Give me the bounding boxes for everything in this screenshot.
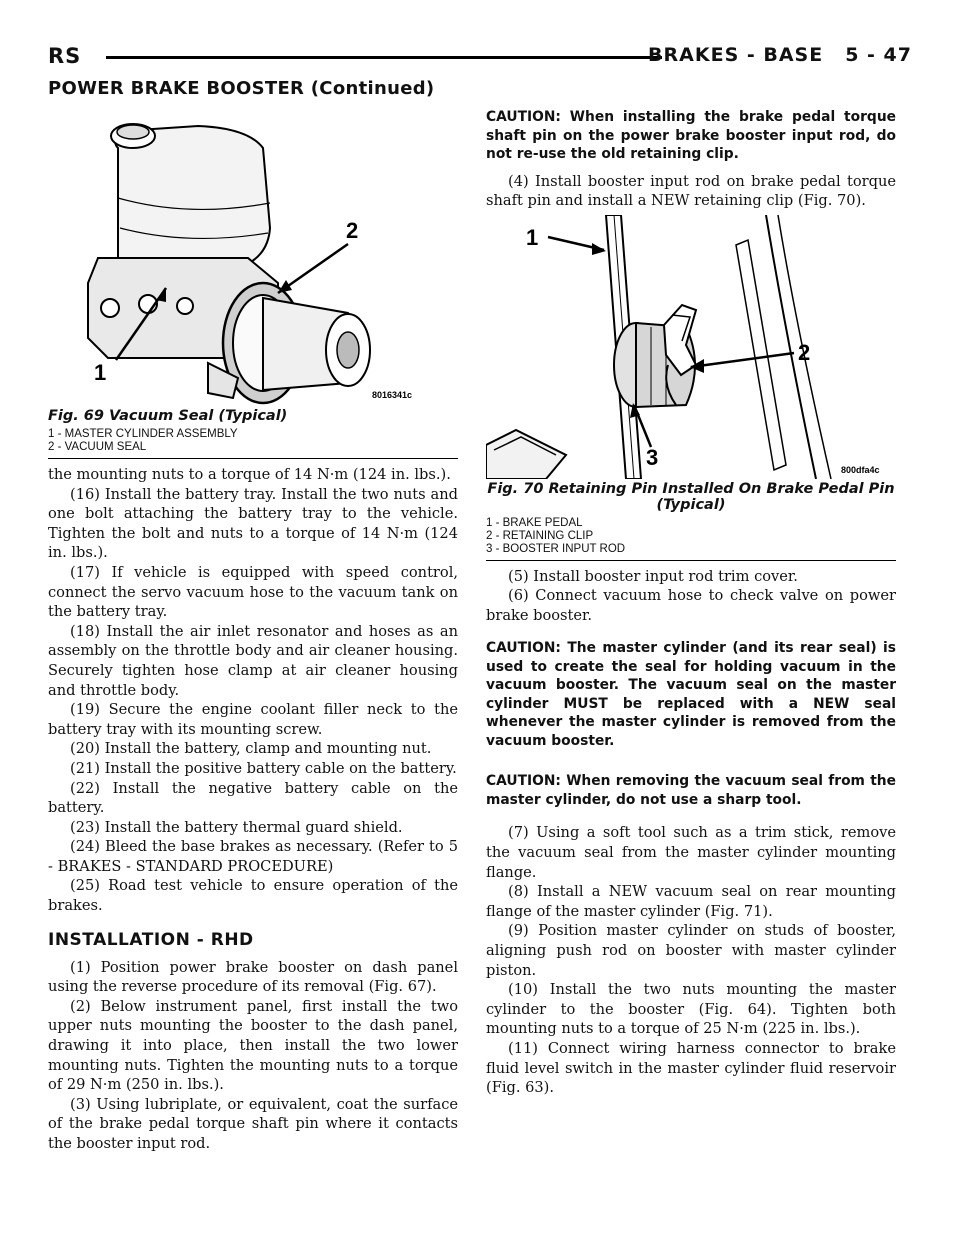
install-step-3: (3) Using lubriplate, or equivalent, coat the surface of the brake pedal torque shaft pin where it contacts the booster input rod. (48, 1095, 458, 1152)
callout-2: 2 (798, 339, 811, 365)
step-5: (5) Install booster input rod trim cover. (508, 567, 798, 585)
installation-heading: INSTALLATION - RHD (48, 929, 254, 950)
callout-3: 3 (646, 444, 659, 470)
figure-69-rule (48, 458, 458, 459)
step-25: (25) Road test vehicle to ensure operation of the brakes. (48, 877, 458, 915)
caution-retaining-clip: CAUTION: When installing the brake pedal torque shaft pin on the power brake booster input rod, do not re-use the old retaining clip. (486, 109, 896, 162)
step-20: (20) Install the battery, clamp and mounting nut. (70, 740, 432, 758)
paragraph: the mounting nuts to a torque of 14 N·m (124 in. lbs.). (48, 466, 451, 483)
brake-pedal-pin-illustration (486, 215, 896, 479)
callout-1: 1 (526, 224, 539, 250)
section-continued-title: POWER BRAKE BOOSTER (Continued) (48, 78, 435, 99)
right-column (486, 108, 896, 1098)
caution-vacuum-seal: CAUTION: The master cylinder (and its rear seal) is used to create the seal for holding vacuum in the vacuum booster. The vacuum seal on the master cylinder MUST be replaced with a NEW seal whenever the master cylinder is removed from the vacuum booster. (486, 640, 896, 749)
chapter-title: BRAKES - BASE (648, 44, 824, 66)
step-22: (22) Install the negative battery cable on the battery. (48, 779, 458, 817)
step-23: (23) Install the battery thermal guard shield. (70, 818, 403, 836)
install-step-1: (1) Position power brake booster on dash panel using the reverse procedure of its removal (Fig. 67). (48, 958, 458, 996)
header-right (648, 44, 912, 66)
figure-69-title: Fig. 69 Vacuum Seal (Typical) (48, 408, 288, 424)
section-code: RS (48, 44, 82, 68)
caution-sharp-tool: CAUTION: When removing the vacuum seal from the master cylinder, do not use a sharp tool. (486, 773, 896, 808)
step-7: (7) Using a soft tool such as a trim stick, remove the vacuum seal from the master cylinder mounting flange. (486, 824, 896, 881)
step-11: (11) Connect wiring harness connector to brake fluid level switch in the master cylinder fluid reservoir (Fig. 63). (486, 1040, 896, 1097)
figure-69 (48, 108, 458, 459)
legend-item: 1 - MASTER CYLINDER ASSEMBLY (48, 428, 238, 440)
step-10: (10) Install the two nuts mounting the master cylinder to the booster (Fig. 64). Tighten both mounting nuts to a torque of 25 N·m (225 in. lbs.). (486, 981, 896, 1038)
header-rule (106, 56, 662, 59)
callout-2: 2 (346, 218, 359, 243)
figure-69-image-code: 8016341c (372, 390, 413, 400)
step-9: (9) Position master cylinder on studs of booster, aligning push rod on booster with master cylinder piston. (486, 922, 896, 979)
legend-item: 2 - RETAINING CLIP (486, 529, 594, 542)
step-6: (6) Connect vacuum hose to check valve on power brake booster. (486, 587, 896, 624)
step-16: (16) Install the battery tray. Install the two nuts and one bolt attaching the battery tray to the vehicle. Tighten the bolt and nuts to a torque of 14 N·m (124 in. lbs.). (48, 485, 458, 562)
step-8: (8) Install a NEW vacuum seal on rear mounting flange of the master cylinder (Fig. 71). (486, 883, 896, 920)
step-24: (24) Bleed the base brakes as necessary. (Refer to 5 - BRAKES - STANDARD PROCEDURE) (48, 838, 458, 875)
figure-69-legend (48, 428, 458, 454)
legend-item: 3 - BOOSTER INPUT ROD (486, 542, 626, 555)
figure-70-legend (486, 517, 896, 556)
legend-item: 2 - VACUUM SEAL (48, 441, 147, 453)
step-21: (21) Install the positive battery cable on the battery. (70, 759, 457, 777)
step-19: (19) Secure the engine coolant filler neck to the battery tray with its mounting screw. (48, 701, 458, 738)
figure-70-rule (486, 560, 896, 561)
figure-70 (486, 215, 896, 561)
left-column (48, 108, 458, 1154)
step-18: (18) Install the air inlet resonator and hoses as an assembly on the throttle body and air cleaner housing. Securely tighten hose clamp at air cleaner housing and throttle body. (48, 622, 458, 699)
callout-1: 1 (94, 360, 107, 385)
step-4: (4) Install booster input rod on brake pedal torque shaft pin and install a NEW retaining clip (Fig. 70). (486, 172, 896, 210)
page-number: 5 - 47 (845, 44, 912, 66)
legend-item: 1 - BRAKE PEDAL (486, 516, 583, 529)
figure-70-title: Fig. 70 Retaining Pin Installed On Brake Pedal Pin (Typical) (487, 480, 895, 513)
master-cylinder-illustration (48, 108, 458, 406)
figure-70-image-code: 800dfa4c (841, 464, 880, 475)
install-step-2: (2) Below instrument panel, first install the two upper nuts mounting the booster to the dash panel, drawing it into place, then install the two lower mounting nuts. Tighten the mounting nuts to a torque of 29 N·m (250 in. lbs.). (48, 997, 458, 1094)
page-header (48, 44, 912, 76)
step-17: (17) If vehicle is equipped with speed control, connect the servo vacuum hose to the vacuum tank on the battery tray. (48, 563, 458, 621)
